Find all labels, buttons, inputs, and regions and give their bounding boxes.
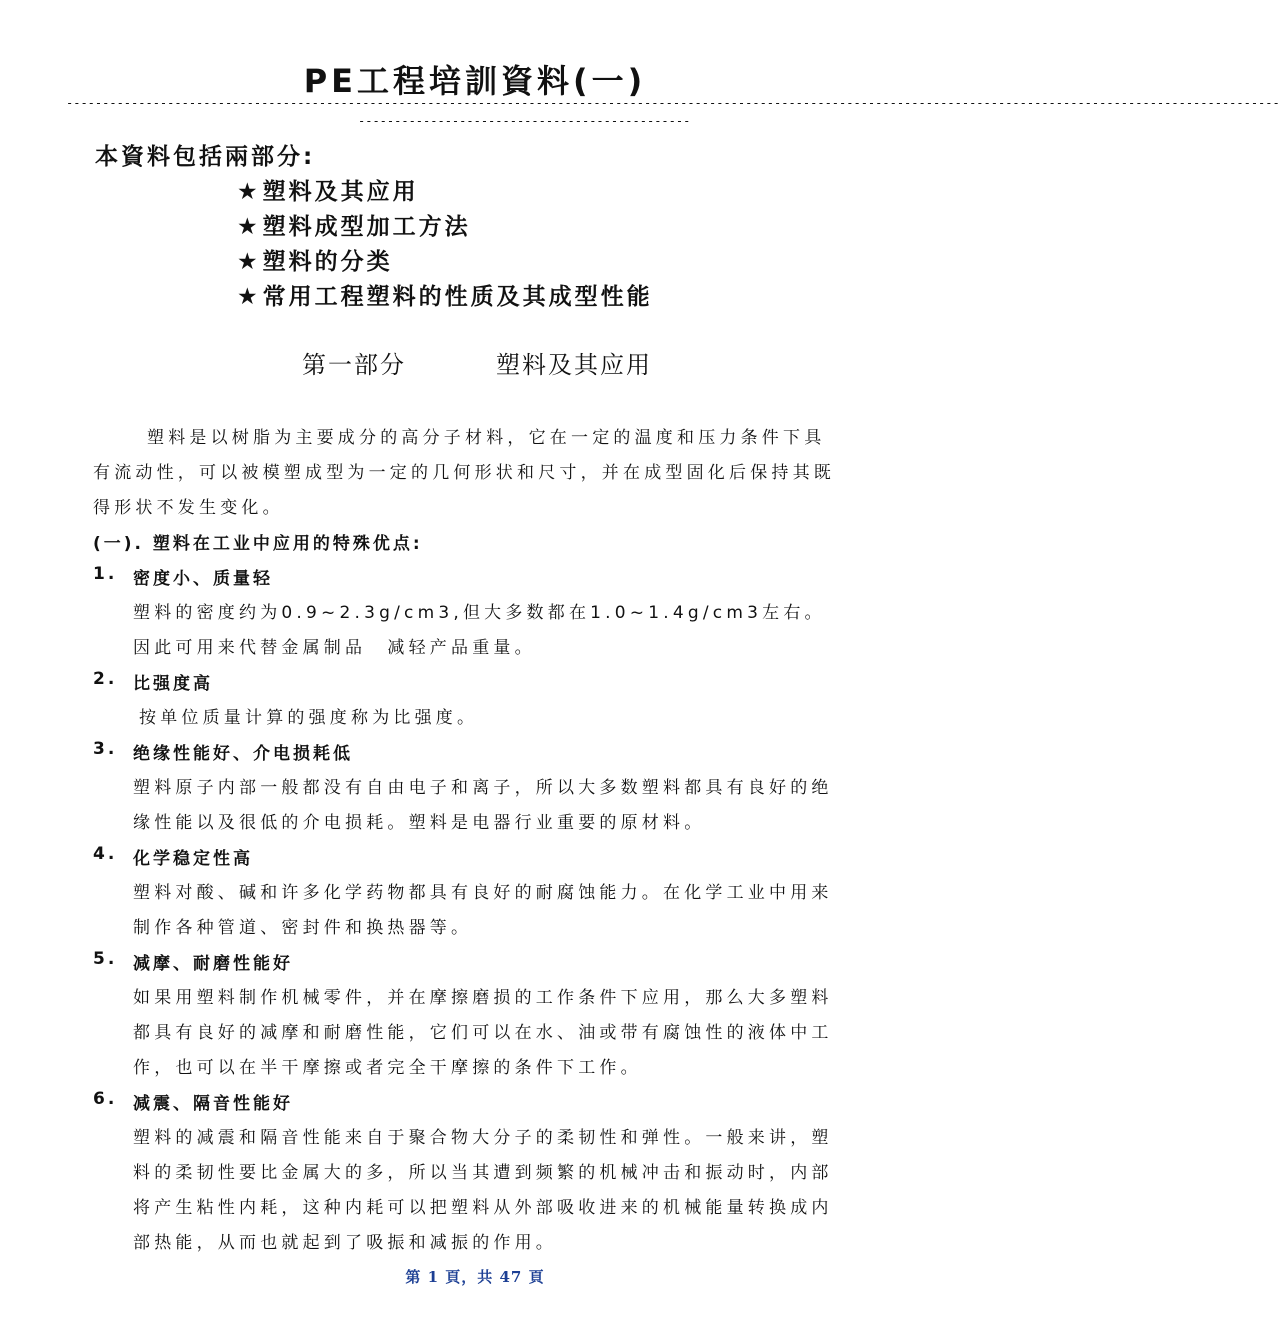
item-title: 减摩、耐磨性能好: [133, 954, 293, 974]
item-number: 2.: [93, 669, 118, 689]
intro-bullet-label: 塑料成型加工方法: [262, 214, 471, 240]
star-icon: ★: [237, 214, 261, 240]
intro-heading: 本資料包括兩部分:: [95, 144, 316, 170]
intro-bullet-label: 塑料的分类: [262, 249, 393, 275]
page-footer: 第 1 頁，共 47 頁: [405, 1268, 545, 1286]
item-body-line: 如果用塑料制作机械零件，并在摩擦磨损的工作条件下应用，那么大多塑料: [133, 988, 833, 1008]
item-body-line: 缘性能以及很低的介电损耗。塑料是电器行业重要的原材料。: [133, 813, 706, 833]
item-body-line: 塑料的密度约为0.9~2.3g/cm3,但大多数都在1.0~1.4g/cm3左右。: [133, 603, 826, 623]
part-number: 第一部分: [302, 351, 406, 379]
item-number: 3.: [93, 739, 118, 759]
intro-bullet-item: [237, 208, 471, 241]
item-body-line: 塑料对酸、碱和许多化学药物都具有良好的耐腐蚀能力。在化学工业中用来: [133, 883, 833, 903]
item-body-line: 塑料的减震和隔音性能来自于聚合物大分子的柔韧性和弹性。一般来讲，塑: [133, 1128, 833, 1148]
item-body-line: 部热能，从而也就起到了吸振和减振的作用。: [133, 1233, 557, 1253]
item-body-line: 料的柔韧性要比金属大的多，所以当其遭到频繁的机械冲击和振动时，内部: [133, 1163, 833, 1183]
intro-bullet-label: 常用工程塑料的性质及其成型性能: [262, 284, 653, 310]
paragraph-line: 塑料是以树脂为主要成分的高分子材料，它在一定的温度和压力条件下具: [147, 428, 826, 448]
item-body-line: 塑料原子内部一般都没有自由电子和离子，所以大多数塑料都具有良好的绝: [133, 778, 833, 798]
item-title: 密度小、质量轻: [133, 569, 273, 589]
item-body-line: 按单位质量计算的强度称为比强度。: [139, 708, 479, 728]
item-title: 减震、隔音性能好: [133, 1094, 293, 1114]
divider-line: ------------------------------------------------------------------------------------------------------------------------------------------------------------------------: [66, 96, 1280, 110]
item-body-line: 因此可用来代替金属制品 减轻产品重量。: [133, 638, 536, 658]
paragraph-line: 得形状不发生变化。: [93, 498, 284, 518]
item-number: 6.: [93, 1089, 118, 1109]
intro-bullet-item: [237, 243, 393, 276]
intro-bullet-item: [237, 278, 653, 311]
paragraph-line: 有流动性，可以被模塑成型为一定的几何形状和尺寸，并在成型固化后保持其既: [93, 463, 835, 483]
item-body-line: 作，也可以在半干摩擦或者完全干摩擦的条件下工作。: [133, 1058, 642, 1078]
item-body-line: 都具有良好的减摩和耐磨性能，它们可以在水、油或带有腐蚀性的液体中工: [133, 1023, 833, 1043]
star-icon: ★: [237, 179, 261, 205]
section-heading: (一). 塑料在工业中应用的特殊优点:: [93, 534, 423, 554]
intro-bullet-label: 塑料及其应用: [262, 179, 419, 205]
item-body-line: 将产生粘性内耗，这种内耗可以把塑料从外部吸收进来的机械能量转换成内: [133, 1198, 833, 1218]
item-body-line: 制作各种管道、密封件和换热器等。: [133, 918, 473, 938]
item-title: 绝缘性能好、介电损耗低: [133, 744, 353, 764]
item-title: 化学稳定性高: [133, 849, 253, 869]
item-number: 4.: [93, 844, 118, 864]
intro-bullet-item: [237, 173, 419, 206]
item-number: 5.: [93, 949, 118, 969]
star-icon: ★: [237, 284, 261, 310]
document-title: PE工程培訓資料(一): [303, 62, 647, 100]
part-title: 塑料及其应用: [496, 351, 652, 379]
divider-line-continued: ----------------------------------------------: [358, 114, 691, 128]
item-number: 1.: [93, 564, 118, 584]
star-icon: ★: [237, 249, 261, 275]
item-title: 比强度高: [133, 674, 213, 694]
